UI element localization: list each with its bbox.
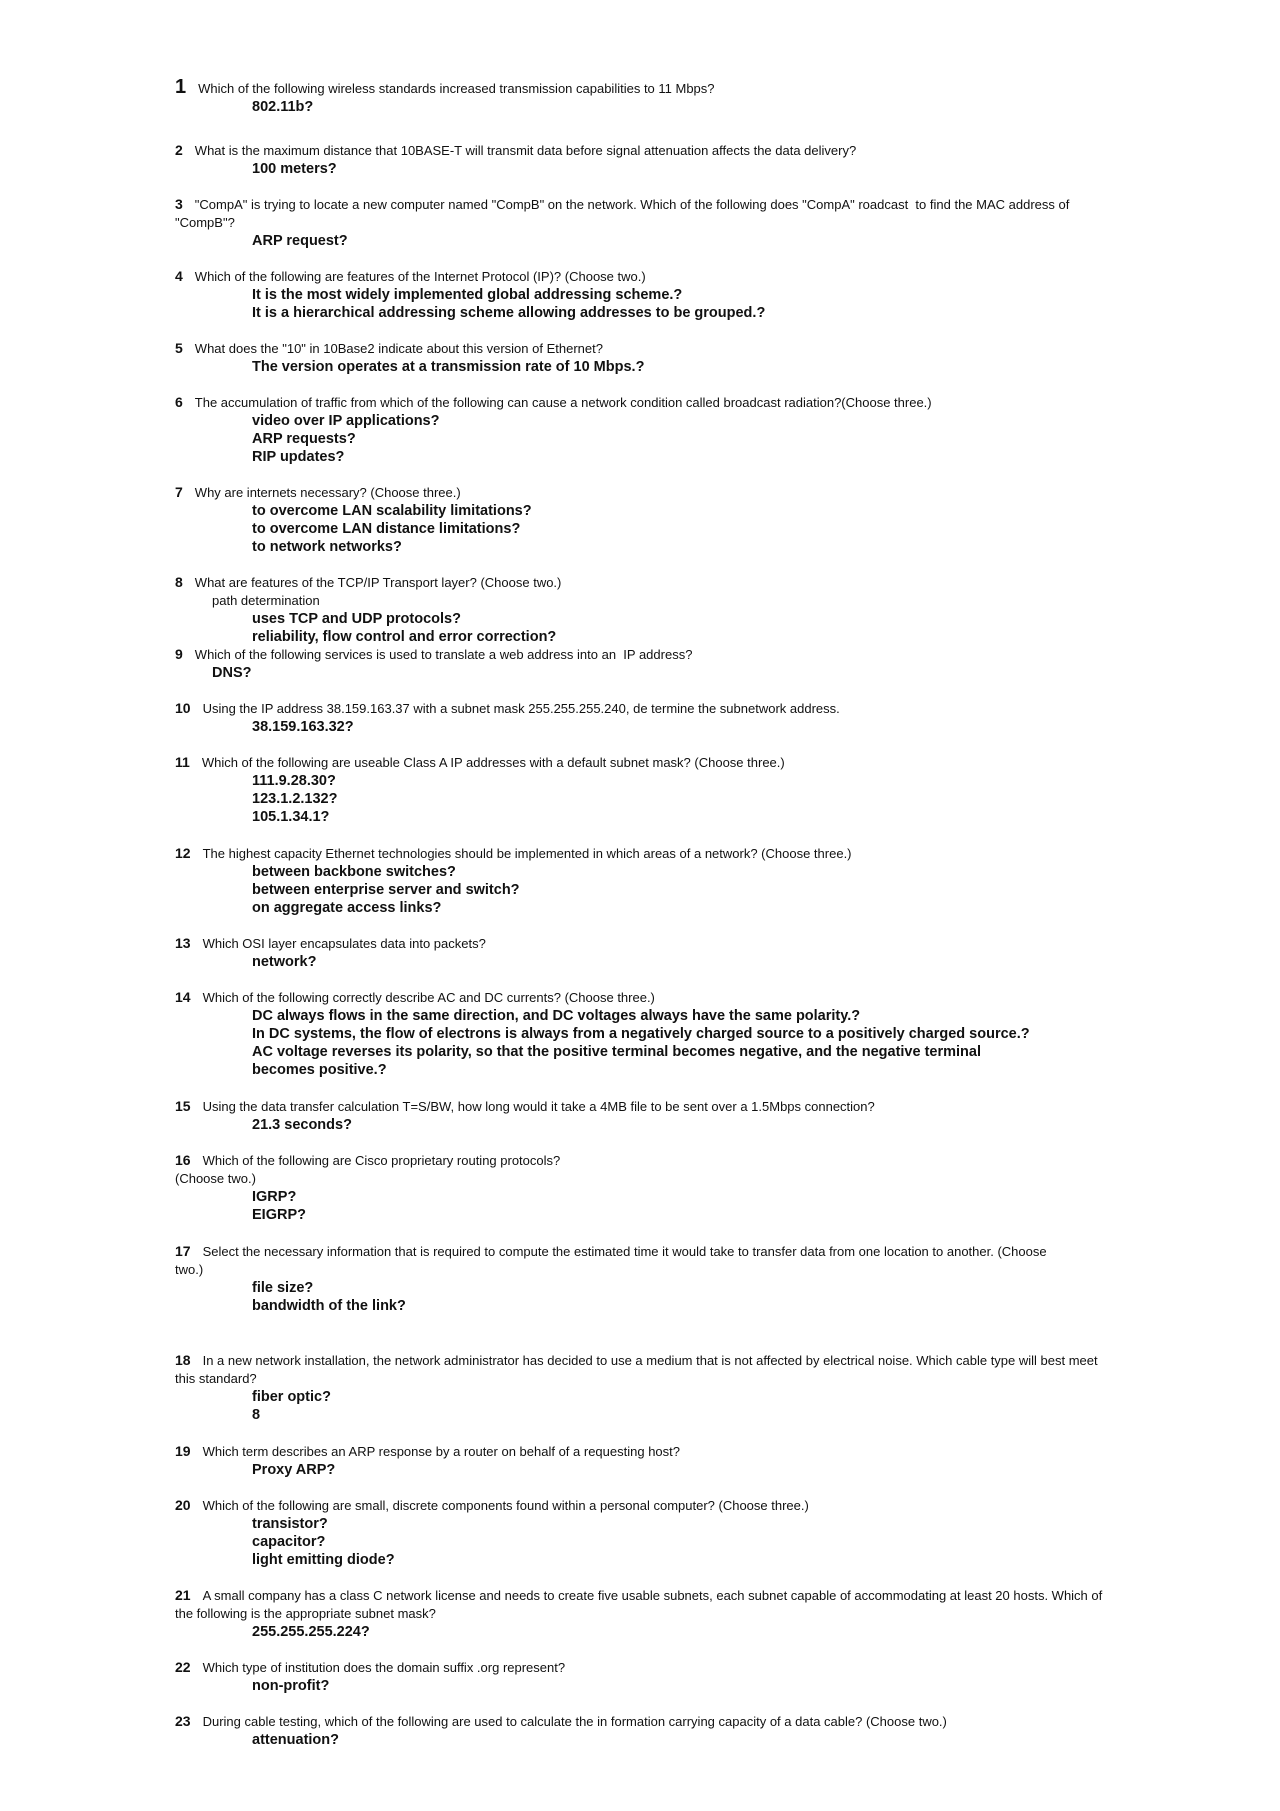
question-number: 19 [175,1443,191,1459]
answer-text: to overcome LAN scalability limitations? [252,503,532,519]
question-text: Which of the following are features of the Internet Protocol (IP)? (Choose two.) [194,269,646,284]
question-text-line [175,141,1105,160]
question-text: "CompA" is trying to locate a new computer named "CompB" on the network. Which of the following does "CompA" roadcast to find the MAC address of "CompB"? [175,197,1073,230]
answer-text: 123.1.2.132? [252,791,338,807]
question-text: What is the maximum distance that 10BASE-T will transmit data before signal attenuation affects the data delivery? [194,143,857,158]
question-number: 20 [175,1497,191,1513]
question-number: 13 [175,935,191,951]
question-text-line [175,1586,1105,1623]
question-block [175,267,1105,322]
question-text-line [175,1351,1105,1388]
answer-text: to network networks? [252,539,402,555]
question-number: 3 [175,196,183,212]
question-number: 2 [175,142,183,158]
question-number: 16 [175,1152,191,1168]
question-block [175,1151,1105,1224]
question-block [175,141,1105,178]
question-text-line [175,1242,1105,1279]
question-text: What does the "10" in 10Base2 indicate about this version of Ethernet? [194,341,603,356]
answer-text: 8 [252,1407,261,1423]
question-block [175,934,1105,971]
question-block [175,195,1105,250]
question-text-line [175,1712,1105,1731]
question-text: Which of the following are small, discrete components found within a personal computer? (Choose three.) [202,1498,809,1513]
answer-text: bandwidth of the link? [252,1298,406,1314]
answer-text: In DC systems, the flow of electrons is always from a negatively charged source to a positively charged source.? [252,1026,1030,1042]
answer-text: 105.1.34.1? [252,809,330,825]
question-text-line [175,1151,1105,1188]
answer-text: between backbone switches? [252,864,456,880]
question-block [175,1496,1105,1569]
answer-option-plain: path determination [212,593,320,608]
answer-text: fiber optic? [252,1389,331,1405]
question-text-line [175,1097,1105,1116]
question-block [175,699,1105,736]
answer-text: ARP request? [252,233,348,249]
question-number: 7 [175,484,183,500]
question-block [175,339,1105,376]
question-number: 23 [175,1713,191,1729]
question-number: 5 [175,340,183,356]
question-text-line [175,1658,1105,1677]
answer-text: attenuation? [252,1732,339,1748]
question-text-line [175,267,1105,286]
question-number: 1 [175,76,187,98]
answer-text: 21.3 seconds? [252,1117,352,1133]
answer-text: RIP updates? [252,449,345,465]
answer-text: 111.9.28.30? [252,773,336,789]
answer-text: The version operates at a transmission rate of 10 Mbps.? [252,359,645,375]
question-text: Which type of institution does the domain suffix .org represent? [202,1660,566,1675]
question-number: 14 [175,989,191,1005]
question-text: Which of the following are useable Class A IP addresses with a default subnet mask? (Choose three.) [201,755,785,770]
answer-text: file size? [252,1280,314,1296]
question-text-line [175,573,1105,592]
question-block [175,1351,1105,1424]
answer-text: DC always flows in the same direction, and DC voltages always have the same polarity.? [252,1008,861,1024]
question-text-line [175,934,1105,953]
question-number: 15 [175,1098,191,1114]
question-text: What are features of the TCP/IP Transport layer? (Choose two.) [194,575,562,590]
question-text: Which of the following are Cisco proprietary routing protocols? (Choose two.) [175,1153,561,1186]
question-number: 9 [175,646,183,662]
answer-text: 100 meters? [252,161,337,177]
question-number: 18 [175,1352,191,1368]
question-text: Why are internets necessary? (Choose three.) [194,485,461,500]
answer-text: EIGRP? [252,1207,306,1223]
question-text: In a new network installation, the network administrator has decided to use a medium that is not affected by electrical noise. Which cable type will best meet this standard? [175,1353,1102,1386]
answer-text: AC voltage reverses its polarity, so that the positive terminal becomes negative, and the negative terminal [252,1044,981,1060]
question-text-line [175,844,1105,863]
question-number: 17 [175,1243,191,1259]
question-block [175,753,1105,826]
question-block [175,1442,1105,1479]
question-block [175,1097,1105,1134]
question-block [175,1242,1105,1315]
question-text-line [175,339,1105,358]
question-text: Which term describes an ARP response by a router on behalf of a requesting host? [202,1444,680,1459]
question-text-line [175,1442,1105,1461]
question-number: 8 [175,574,183,590]
question-block [175,1586,1105,1641]
question-number: 11 [175,754,190,770]
question-number: 4 [175,268,183,284]
question-text: Using the data transfer calculation T=S/BW, how long would it take a 4MB file to be sent over a 1.5Mbps connection? [202,1099,875,1114]
question-text-line [175,483,1105,502]
question-text: A small company has a class C network license and needs to create five usable subnets, each subnet capable of accommodating at least 20 hosts. Which of the following is the appropriate subnet mask? [175,1588,1106,1621]
question-number: 10 [175,700,191,716]
answer-text: It is the most widely implemented global addressing scheme.? [252,287,683,303]
question-text-line [175,699,1105,718]
question-block [175,1712,1105,1749]
question-block [175,78,1105,116]
answer-text: It is a hierarchical addressing scheme allowing addresses to be grouped.? [252,305,766,321]
answer-text: reliability, flow control and error correction? [252,629,557,645]
question-text: Which OSI layer encapsulates data into packets? [202,936,486,951]
answer-text: IGRP? [252,1189,297,1205]
answer-text: to overcome LAN distance limitations? [252,521,521,537]
answer-text: network? [252,954,317,970]
question-block [175,573,1105,646]
question-block [175,645,1105,682]
question-number: 22 [175,1659,191,1675]
answer-text: on aggregate access links? [252,900,442,916]
question-number: 12 [175,845,191,861]
answer-text: light emitting diode? [252,1552,395,1568]
answer-text: transistor? [252,1516,328,1532]
question-block [175,393,1105,466]
question-number: 21 [175,1587,191,1603]
answer-text: becomes positive.? [252,1062,387,1078]
question-text-line [175,988,1105,1007]
question-text-line [175,78,1105,98]
answer-text: Proxy ARP? [252,1462,336,1478]
question-block [175,483,1105,556]
question-text-line [175,753,1105,772]
question-text: During cable testing, which of the following are used to calculate the in formation carrying capacity of a data cable? (Choose two.) [202,1714,947,1729]
question-text: Select the necessary information that is required to compute the estimated time it would take to transfer data from one location to another. (Choose two.) [175,1244,1047,1277]
question-block [175,1658,1105,1695]
question-number: 6 [175,394,183,410]
question-text-line [175,393,1105,412]
question-text: Which of the following wireless standards increased transmission capabilities to 11 Mbps? [198,81,715,96]
answer-text: 802.11b? [252,99,314,115]
question-text: Which of the following correctly describe AC and DC currents? (Choose three.) [202,990,655,1005]
answer-text: capacitor? [252,1534,326,1550]
answer-text: 38.159.163.32? [252,719,354,735]
question-text: The highest capacity Ethernet technologies should be implemented in which areas of a network? (Choose three.) [202,846,852,861]
question-text: The accumulation of traffic from which of the following can cause a network condition called broadcast radiation?(Choose three.) [194,395,932,410]
question-text: Which of the following services is used to translate a web address into an IP address? [194,647,693,662]
answer-text: between enterprise server and switch? [252,882,520,898]
question-text-line [175,1496,1105,1515]
answer-text: DNS? [212,665,252,681]
question-text-line [175,645,1105,664]
answer-text: uses TCP and UDP protocols? [252,611,461,627]
question-text-line [175,195,1105,232]
answer-text: ARP requests? [252,431,356,447]
question-block [175,844,1105,917]
question-text: Using the IP address 38.159.163.37 with a subnet mask 255.255.255.240, de termine the subnetwork address. [202,701,840,716]
answer-text: video over IP applications? [252,413,440,429]
question-block [175,988,1105,1079]
answer-text: non-profit? [252,1678,330,1694]
answer-text: 255.255.255.224? [252,1624,370,1640]
